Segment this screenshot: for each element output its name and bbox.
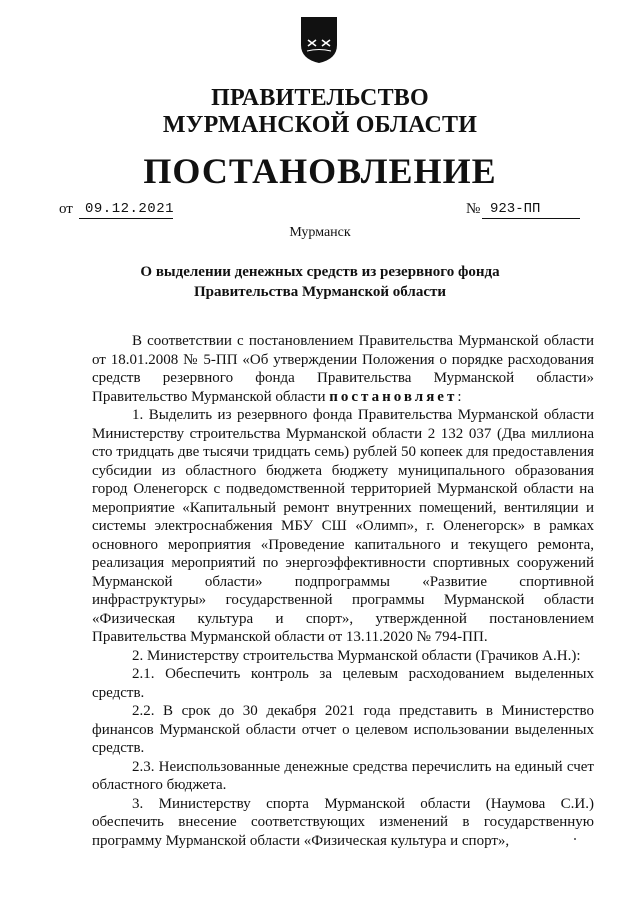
government-title-line-2: МУРМАНСКОЙ ОБЛАСТИ bbox=[162, 112, 478, 138]
paragraph-2-1: 2.1. Обеспечить контроль за целевым расходованием выделенных средств. bbox=[92, 666, 594, 701]
number-prefix: № bbox=[466, 201, 481, 217]
paragraph-2-3: 2.3. Неиспользованные денежные средства перечислить на единый счет областного бюджета. bbox=[92, 758, 594, 793]
city-name: Мурманск bbox=[289, 225, 351, 240]
document-subject bbox=[0, 262, 640, 302]
document-number: 923-ПП bbox=[482, 200, 580, 219]
preamble-verb: постановляет bbox=[329, 388, 458, 405]
preamble-text: В соответствии с постановлением Правительства Мурманской области от 18.01.2008 № 5-ПП «Об утверждении Положения о порядке расходования средств резервного фонда Правительства Мурманской области» Правительство Мурманской области bbox=[92, 333, 594, 405]
paragraph-2-2: 2.2. В срок до 30 декабря 2021 года представить в Министерство финансов Мурманской области отчет о целевом использовании выделенных средств. bbox=[92, 703, 594, 756]
paragraph-3: 3. Министерству спорта Мурманской области (Наумова С.И.) обеспечить внесение соответствующих изменений в государственную программу Мурманской области «Физическая культура и спорт», bbox=[92, 795, 594, 849]
document-body bbox=[92, 332, 594, 850]
preamble-paragraph bbox=[92, 332, 594, 406]
preamble-end: : bbox=[457, 388, 462, 405]
paragraph-2: 2. Министерству строительства Мурманской области (Грачиков А.Н.): bbox=[132, 647, 581, 664]
coat-of-arms-icon bbox=[299, 15, 339, 65]
government-title-line-1: ПРАВИТЕЛЬСТВО bbox=[211, 85, 429, 111]
subject-line-2: Правительства Мурманской области bbox=[193, 284, 447, 300]
document-type-title: ПОСТАНОВЛЕНИЕ bbox=[143, 151, 497, 191]
date-prefix: от bbox=[59, 201, 73, 217]
subject-line-1: О выделении денежных средств из резервного фонда bbox=[140, 264, 500, 280]
scan-dot-mark bbox=[574, 838, 576, 840]
paragraph-1: 1. Выделить из резервного фонда Правительства Мурманской области Министерству строительства Мурманской области 2 132 037 (Два миллиона сто тридцать две тысячи тридцать семь) рублей 50 копеек для предоставления субсидии из областного бюджета бюджету муниципального образования город Оленегорск с подведомственной территорией Мурманской области на мероприятие «Капитальный ремонт внутренних помещений, вентиляции и системы электроснабжения МБУ СШ «Олимп», г. Оленегорск» в рамках основного мероприятия «Проведение капитального и текущего ремонта, реализация мероприятий по энергоэффективности спортивных сооружений Мурманской области» подпрограммы «Развитие спортивной инфраструктуры» государственной программы Мурманской области «Физическая культура и спорт», утвержденной постановлением Правительства Мурманской области от 13.11.2020 № 794-ПП. bbox=[92, 407, 594, 645]
document-date: 09.12.2021 bbox=[79, 200, 173, 219]
